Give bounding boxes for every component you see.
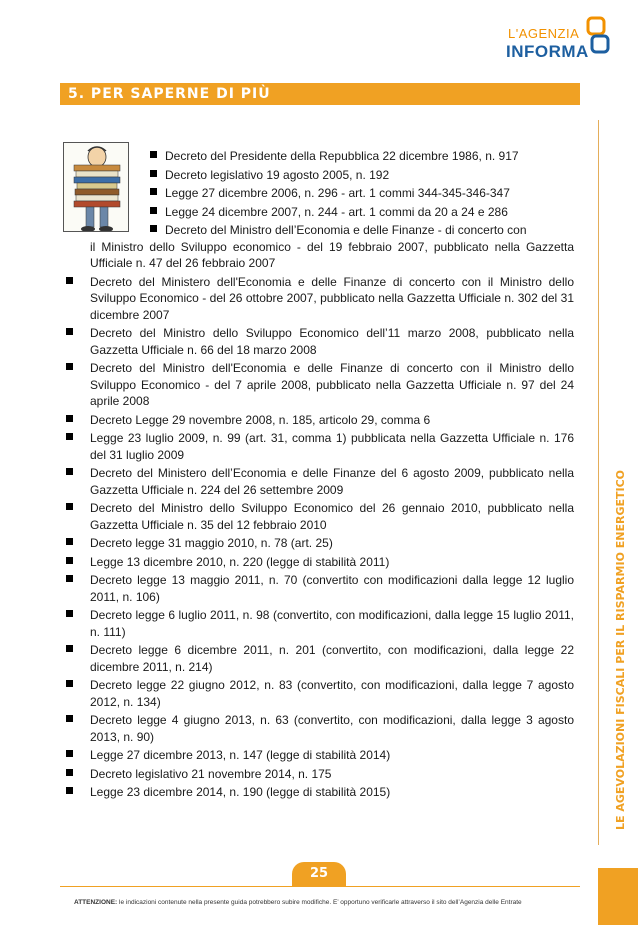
- bullet-icon: [66, 503, 73, 510]
- bullet-icon: [150, 188, 157, 195]
- bullet-icon: [66, 538, 73, 545]
- list-item: Legge 24 dicembre 2007, n. 244 - art. 1 commi da 20 a 24 e 286: [66, 204, 574, 221]
- bullet-icon: [66, 363, 73, 370]
- footer-note: [74, 899, 522, 906]
- list-item: Legge 23 luglio 2009, n. 99 (art. 31, comma 1) pubblicata nella Gazzetta Ufficiale n. 176 del 31 luglio 2009: [66, 430, 574, 463]
- bullet-icon: [66, 610, 73, 617]
- sidebar-accent-block: [598, 868, 638, 925]
- list-item: Decreto del Presidente della Repubblica 22 dicembre 1986, n. 917: [66, 148, 574, 165]
- bullet-icon: [66, 680, 73, 687]
- references-list: [66, 148, 574, 803]
- bottom-rule: [60, 886, 580, 887]
- footer-label: ATTENZIONE:: [74, 899, 118, 906]
- list-item: Legge 27 dicembre 2006, n. 296 - art. 1 commi 344-345-346-347: [66, 185, 574, 202]
- bullet-icon: [66, 769, 73, 776]
- bullet-icon: [66, 433, 73, 440]
- list-item: Legge 23 dicembre 2014, n. 190 (legge di stabilità 2015): [66, 784, 574, 801]
- list-item: Decreto legislativo 21 novembre 2014, n. 175: [66, 766, 574, 783]
- bullet-icon: [66, 715, 73, 722]
- bullet-icon: [150, 151, 157, 158]
- sidebar-label: LE AGEVOLAZIONI FISCALI PER IL RISPARMIO ENERGETICO: [614, 469, 627, 830]
- bullet-icon: [150, 207, 157, 214]
- logo-line1: L'AGENZIA: [508, 26, 580, 41]
- list-item: Decreto legge 4 giugno 2013, n. 63 (convertito, con modificazioni, dalla legge 3 agosto 2013, n. 90): [66, 712, 574, 745]
- list-item: Decreto del Ministro dello Sviluppo Economico dell’11 marzo 2008, pubblicato nella Gazzetta Ufficiale n. 66 del 18 marzo 2008: [66, 325, 574, 358]
- bullet-icon: [66, 557, 73, 564]
- list-item: Decreto legge 22 giugno 2012, n. 83 (convertito, con modificazioni, dalla legge 7 agosto 2012, n. 134): [66, 677, 574, 710]
- bullet-icon: [66, 575, 73, 582]
- bullet-icon: [66, 277, 73, 284]
- section-header-bar: [60, 83, 580, 105]
- footer-text: le indicazioni contenute nella presente guida potrebbero subire modifiche. E’ opportuno verificarle attraverso il sito dell’Agenzia delle Entrate: [117, 899, 522, 906]
- bullet-icon: [66, 787, 73, 794]
- list-item: Decreto del Ministero dell’Economia e delle Finanze del 6 agosto 2009, pubblicato nella Gazzetta Ufficiale n. 224 del 26 settembre 2009: [66, 465, 574, 498]
- bullet-icon: [66, 750, 73, 757]
- list-item: Decreto legge 6 luglio 2011, n. 98 (convertito, con modificazioni, dalla legge 15 luglio 2011, n. 111): [66, 607, 574, 640]
- section-title: 5. PER SAPERNE DI PIÙ: [68, 86, 271, 102]
- bullet-icon: [150, 170, 157, 177]
- agenzia-informa-logo: [500, 14, 612, 64]
- bullet-icon: [66, 415, 73, 422]
- logo-line2: INFORMA: [506, 42, 589, 61]
- bullet-icon: [66, 645, 73, 652]
- sidebar-divider: [598, 120, 599, 845]
- list-item: Decreto Legge 29 novembre 2008, n. 185, articolo 29, comma 6: [66, 412, 574, 429]
- page-number: 25: [292, 862, 346, 886]
- list-item: Decreto legge 13 maggio 2011, n. 70 (convertito con modificazioni dalla legge 12 luglio 2011, n. 106): [66, 572, 574, 605]
- list-item: Decreto legge 31 maggio 2010, n. 78 (art. 25): [66, 535, 574, 552]
- list-item: Decreto del Ministro dell’Economia e delle Finanze - di concerto con il Ministro dello Sviluppo economico - del 19 febbraio 2007, pubblicato nella Gazzetta Ufficiale n. 47 del 26 febbraio 2007: [90, 223, 574, 270]
- bullet-icon: [150, 225, 157, 232]
- list-item: Decreto legge 6 dicembre 2011, n. 201 (convertito, con modificazioni, dalla legge 22 dicembre 2011, n. 214): [66, 642, 574, 675]
- list-item: Legge 13 dicembre 2010, n. 220 (legge di stabilità 2011): [66, 554, 574, 571]
- logo-mark-icon: [584, 16, 610, 56]
- list-item: Decreto del Ministro dell'Economia e delle Finanze di concerto con il Ministro dello Sviluppo Economico - del 7 aprile 2008, pubblicato nella Gazzetta Ufficiale n. 97 del 24 aprile 2008: [66, 360, 574, 410]
- list-item: Decreto del Ministro dello Sviluppo Economico del 26 gennaio 2010, pubblicato nella Gazzetta Ufficiale n. 35 del 12 febbraio 2010: [66, 500, 574, 533]
- list-item: Legge 27 dicembre 2013, n. 147 (legge di stabilità 2014): [66, 747, 574, 764]
- bullet-icon: [66, 328, 73, 335]
- bullet-icon: [66, 468, 73, 475]
- list-item: Decreto del Ministero dell'Economia e delle Finanze di concerto con il Ministro dello Sviluppo Economico - del 26 ottobre 2007, pubblicato nella Gazzetta Ufficiale n. 302 del 31 dicembre 2007: [66, 274, 574, 324]
- list-item: Decreto legislativo 19 agosto 2005, n. 192: [66, 167, 574, 184]
